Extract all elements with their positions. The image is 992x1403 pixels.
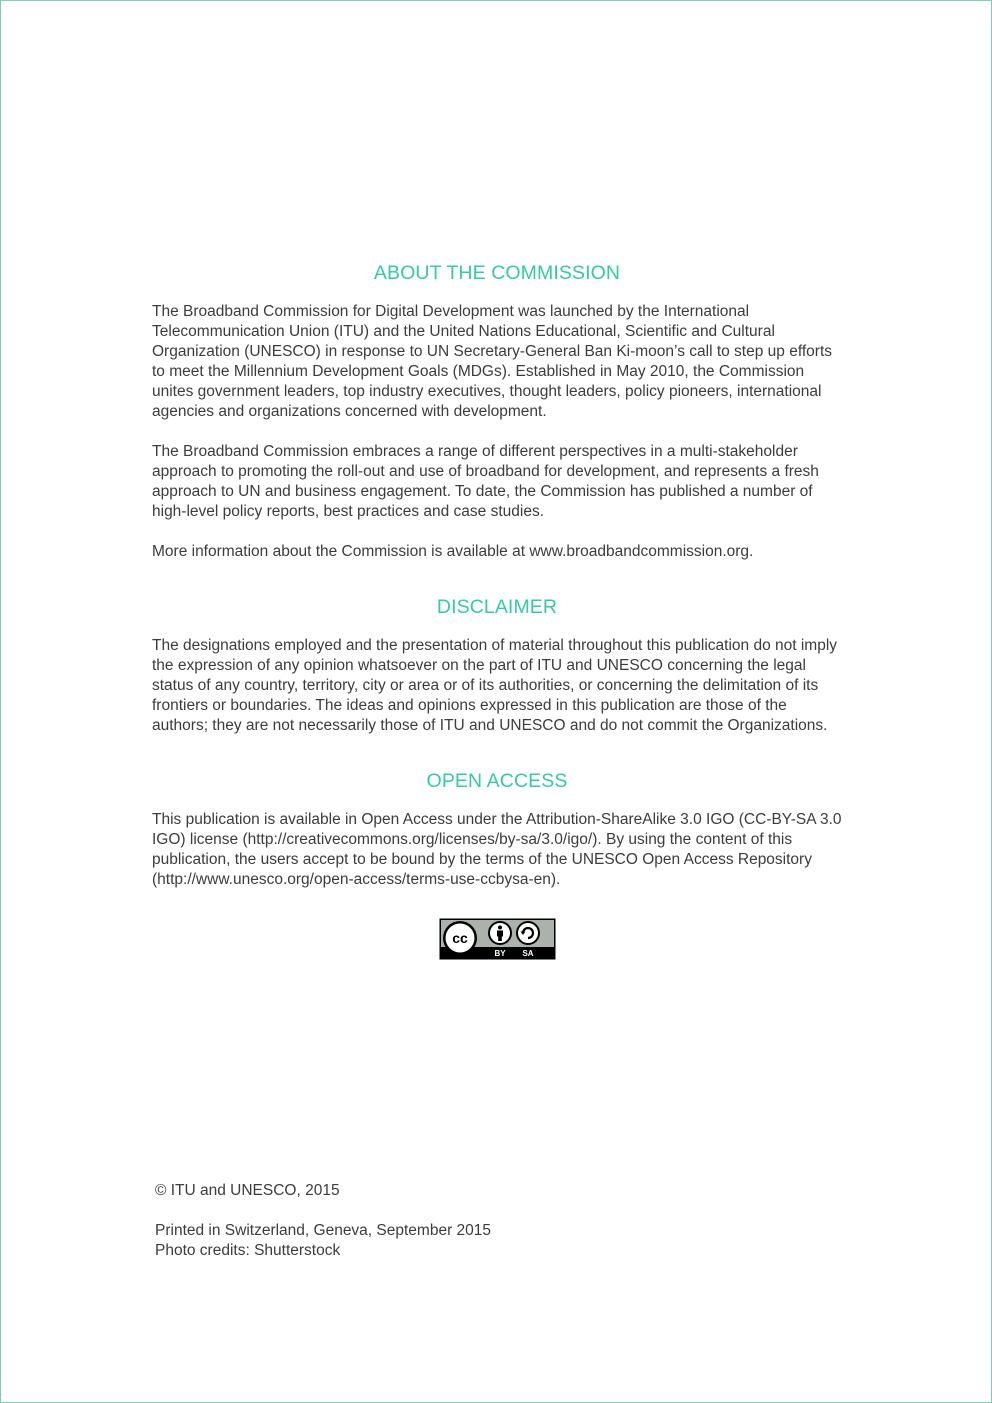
attribution-icon <box>489 922 511 944</box>
cc-icon <box>443 921 477 955</box>
photo-credits-line: Photo credits: Shutterstock <box>155 1242 341 1259</box>
by-label: BY <box>493 949 506 958</box>
about-section <box>152 262 842 562</box>
sa-label: SA <box>521 949 534 958</box>
about-paragraph-1: The Broadband Commission for Digital Development was launched by the International Telecommunication Union (ITU) and the United Nations Educational, Scientific and Cultural Organization (UNESCO) in response to UN Secretary-General Ban Ki-moon’s call to step up efforts to meet the Millennium Development Goals (MDGs). Established in May 2010, the Commission unites government leaders, top industry executives, thought leaders, policy pioneers, international agencies and organizations concerned with development. <box>152 303 833 420</box>
share-alike-icon <box>517 922 539 944</box>
copyright-line: © ITU and UNESCO, 2015 <box>155 1182 340 1199</box>
about-heading: ABOUT THE COMMISSION <box>373 262 621 284</box>
disclaimer-heading: DISCLAIMER <box>436 596 558 618</box>
disclaimer-text: The designations employed and the presentation of material throughout this publication do not imply the expression of any opinion whatsoever on the part of ITU and UNESCO concerning the legal status of any country, territory, city or area or of its authorities, or concerning the delimitation of its frontiers or boundaries. The ideas and opinions expressed in this publication are those of the authors; they are not necessarily those of ITU and UNESCO and do not commit the Organizations. <box>152 637 838 734</box>
about-paragraph-3: More information about the Commission is available at www.broadbandcommission.org. <box>152 543 754 560</box>
cc-label: cc <box>451 930 468 946</box>
footer-spacer <box>155 1201 491 1221</box>
page-content <box>152 262 842 965</box>
about-paragraph-2: The Broadband Commission embraces a range of different perspectives in a multi-stakeholder approach to promoting the roll-out and use of broadband for development, and represents a fresh approach to UN and business engagement. To date, the Commission has published a number of high-level policy reports, best practices and case studies. <box>152 443 819 520</box>
cc-by-sa-badge[interactable] <box>439 918 556 960</box>
license-badge-wrap <box>152 918 842 965</box>
open-access-heading: OPEN ACCESS <box>426 770 568 792</box>
printed-line: Printed in Switzerland, Geneva, September 2015 <box>155 1222 492 1239</box>
disclaimer-section <box>152 596 842 736</box>
open-access-section <box>152 770 842 965</box>
open-access-text: This publication is available in Open Access under the Attribution-ShareAlike 3.0 IGO (CC-BY-SA 3.0 IGO) license (http://creativecommons.org/licenses/by-sa/3.0/igo/). By using the content of this publication, the users accept to be bound by the terms of the UNESCO Open Access Repository (http://www.unesco.org/open-access/terms-use-ccbysa-en). <box>152 811 842 888</box>
imprint-footer <box>155 1181 491 1261</box>
